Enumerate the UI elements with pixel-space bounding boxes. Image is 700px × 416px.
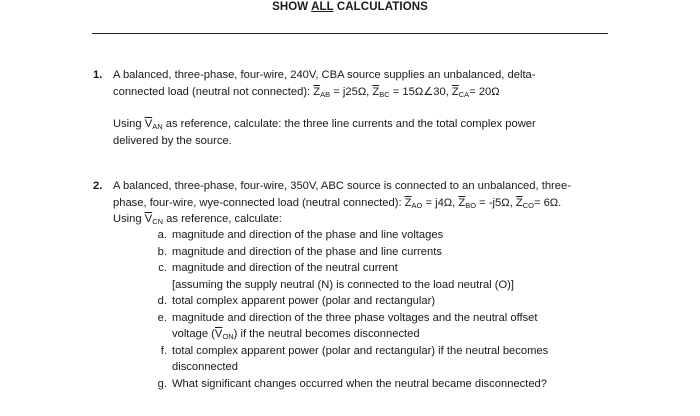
header-divider bbox=[92, 33, 608, 34]
q1-line-2: connected load (neutral not connected): $\overline{Z}_{AB} = j25\Omega$, $\overline{Z}_{BC}$ = 15Ω∠30, $\overline{Z}_{CA}= 20\Omega$ bbox=[113, 85, 500, 99]
header-text-all: ALL bbox=[311, 1, 334, 13]
list-item-e-continued: voltage $(\overline{V}_{ON})$ if the neutral becomes disconnected bbox=[172, 328, 420, 341]
q1-line-3: Using $\overline{V}_{AN}$ as reference, calculate: the three line currents and the total complex power bbox=[113, 118, 536, 131]
question-2 bbox=[113, 178, 571, 228]
list-item-c: c. magnitude and direction of the neutral current bbox=[158, 262, 398, 274]
header-text-1: SHOW bbox=[272, 1, 312, 13]
q2-line-3: Using $\overline{V}_{CN}$ as reference, calculate: bbox=[113, 213, 282, 226]
page-header bbox=[0, 0, 700, 14]
question-1 bbox=[113, 67, 536, 149]
q1-line-4: delivered by the source. bbox=[113, 134, 232, 147]
question-1-number: 1. bbox=[93, 69, 103, 81]
q2-line-2: phase, four-wire, wye-connected load (neutral connected): $\overline{Z}_{AO} = j4\Omega$, $\overline{Z}_{BO} = -j5\Omega$, $\overline{Z}_{CO}= 6\Omega$. bbox=[113, 196, 562, 210]
list-item-f: f. total complex apparent power (polar and rectangular) if the neutral becomes bbox=[160, 344, 549, 357]
q2-line-1: A balanced, three-phase, four-wire, 350V, ABC source is connected to an unbalanced, three- bbox=[113, 180, 571, 192]
q2-subquestion-list bbox=[157, 227, 549, 392]
list-item-f-continued: disconnected bbox=[172, 361, 238, 373]
list-item-d: d. total complex apparent power (polar and rectangular) bbox=[157, 295, 436, 307]
list-item-g: g. What significant changes occurred when the neutral became disconnected? bbox=[157, 377, 548, 390]
header-text-2: CALCULATIONS bbox=[333, 1, 428, 13]
question-2-number: 2. bbox=[93, 180, 103, 192]
list-item-a: a. magnitude and direction of the phase and line voltages bbox=[157, 229, 444, 241]
list-item-c-continued: [assuming the supply neutral (N) is connected to the load neutral (O)] bbox=[172, 278, 515, 291]
q1-line-1: A balanced, three-phase, four-wire, 240V, CBA source supplies an unbalanced, delta- bbox=[113, 69, 536, 81]
list-item-b: b. magnitude and direction of the phase and line currents bbox=[157, 245, 442, 258]
list-item-e: e. magnitude and direction of the three phase voltages and the neutral offset bbox=[157, 311, 538, 324]
